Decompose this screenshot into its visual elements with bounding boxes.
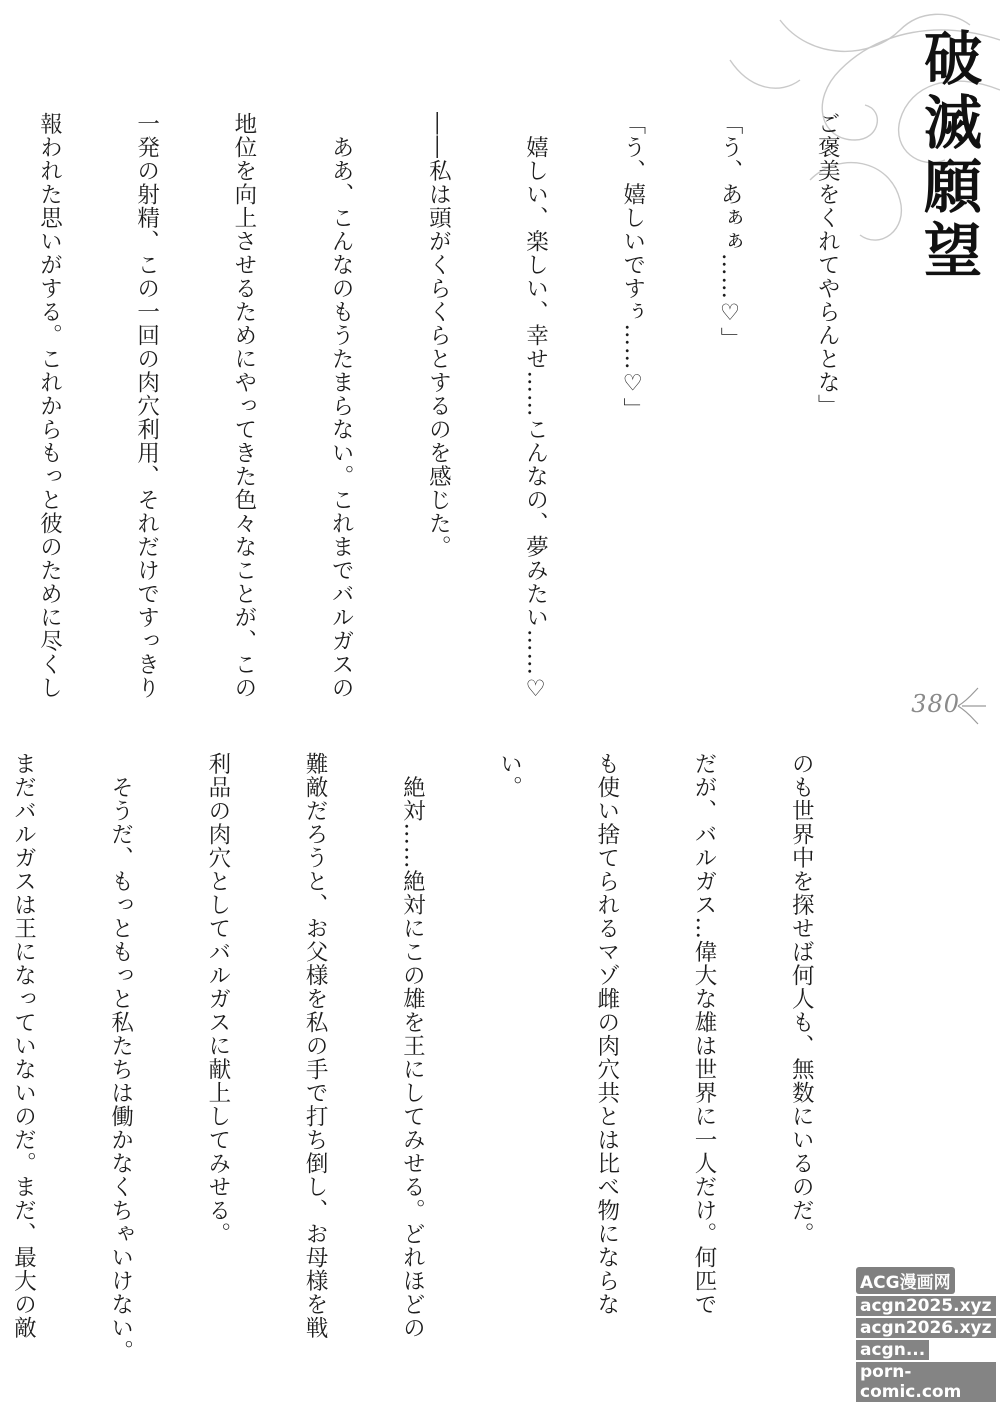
text-line: 難敵だろうと、お父様を私の手で打ち倒し、お母様を戦: [302, 752, 329, 1340]
page-number-ornament-icon: [956, 686, 996, 726]
text-line: ああ、こんなのもうたまらない。これまでバルガスの: [328, 112, 355, 700]
watermark-line: acgn2025.xyz: [856, 1296, 996, 1316]
text-line: 嬉しい、楽しい、幸せ……こんなの、夢みたい……♡: [522, 112, 549, 703]
text-line: ――私は頭がくらくらとするのを感じた。: [425, 112, 452, 559]
text-line: 利品の肉穴としてバルガスに献上してみせる。: [204, 752, 231, 1246]
text-line: 報われた思いがする。これからもっと彼のために尽くし: [36, 112, 63, 700]
text-line: 地位を向上させるためにやってきた色々なことが、この: [230, 112, 257, 700]
text-line: 絶対……絶対にこの雄を王にしてみせる。どれほどの: [399, 752, 426, 1340]
page-number: 380: [911, 690, 960, 718]
watermark-line: acgn2026.xyz: [856, 1318, 996, 1338]
text-line: ご褒美をくれてやらんとな」: [814, 112, 841, 418]
text-line: い。: [496, 752, 523, 799]
watermark-line: acgn...: [856, 1340, 929, 1360]
text-line: 「う、嬉しいですぅ……♡」: [619, 112, 646, 421]
text-line: まだバルガスは王になっていないのだ。まだ、最大の敵: [10, 752, 37, 1340]
watermark-logo: ACG漫画网: [856, 1267, 955, 1294]
text-block-bottom: [0, 752, 882, 1392]
watermark-line: porn-comic.com: [856, 1362, 996, 1402]
text-line: も使い捨てられるマゾ雌の肉穴共とは比べ物にならな: [593, 752, 620, 1316]
text-line: 「う、あぁぁ……♡」: [716, 112, 743, 351]
text-line: 一発の射精、この一回の肉穴利用、それだけですっきり: [133, 112, 160, 700]
text-block-top: [0, 112, 908, 712]
watermark: [856, 1267, 996, 1402]
chapter-title: 破滅願望: [914, 28, 982, 284]
text-line: だが、バルガス…偉大な雄は世界に一人だけ。何匹で: [690, 752, 717, 1316]
text-line: のも世界中を探せば何人も、無数にいるのだ。: [788, 752, 815, 1246]
text-line: そうだ、もっともっと私たちは働かなくちゃいけない。: [107, 752, 134, 1363]
